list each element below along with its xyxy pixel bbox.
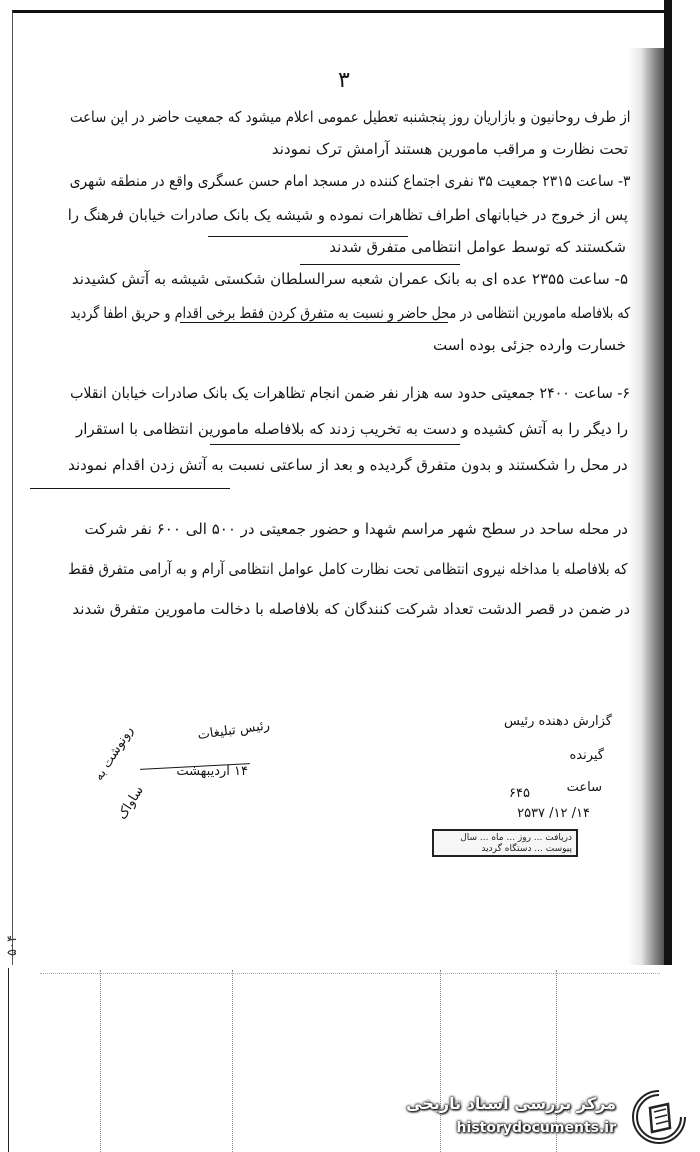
archive-emblem-icon [630, 1090, 688, 1144]
page-number: ۳ [338, 68, 350, 93]
report-number: ۶۴۵ [509, 786, 530, 801]
margin-number: ۵۰۴ [4, 935, 20, 956]
underline-mark [180, 322, 448, 323]
body-line-9: ۶- ساعت ۲۴۰۰ جمعیتی حدود سه هزار نفر ضمن انجام تظاهرات یک بانک صادرات خیابان انقلاب [70, 384, 630, 402]
underline-mark [210, 444, 460, 445]
dotted-guide [100, 970, 101, 1152]
body-line-12: در محله ساحد در سطح شهر مراسم شهدا و حضور جمعیتی در ۵۰۰ الی ۶۰۰ نفر شرکت [84, 520, 628, 538]
signature-center-sub: ۱۴ اردیبهشت [176, 764, 248, 779]
page-divider-line [8, 968, 9, 1152]
body-line-11: در محل را شکستند و بدون متفرق گردیده و بعد از ساعتی نسبت به آتش زدن اقدام نمودند [68, 456, 628, 474]
signature-left: رونوشت به [91, 723, 137, 784]
body-line-7: که بلافاصله مامورین انتظامی در محل حاضر و نسبت به متفرق کردن فقط برخی اقدام و حریق اطفا گردید [70, 304, 630, 322]
dotted-guide [40, 973, 660, 974]
scan-dark-border [664, 0, 672, 968]
watermark-url: historydocuments.ir [456, 1120, 616, 1136]
watermark-logo [406, 1088, 692, 1146]
signature-left-note: ساواک [114, 783, 147, 823]
dotted-guide [232, 970, 233, 1152]
body-line-4: پس از خروج در خیابانهای اطراف تظاهرات نموده و شیشه یک بانک صادرات خیابان فرهنگ را [67, 206, 628, 224]
body-line-10: را دیگر را به آتش کشیده و دست به تخریب زدند که بلافاصله مامورین انتظامی با استقرار [75, 420, 628, 438]
report-sub-a: گیرنده [569, 748, 604, 763]
underline-mark [208, 236, 408, 237]
body-line-14: در ضمن در قصر الدشت تعداد شرکت کنندگان که بلافاصله با دخالت مامورین متفرق شدند [72, 600, 630, 618]
body-line-1: از طرف روحانیون و بازاریان روز پنجشنبه تعطیل عمومی اعلام میشود که جمعیت حاضر در این ساعت [69, 108, 630, 126]
body-line-2: تحت نظارت و مراقب مامورین هستند آرامش ترک نمودند [271, 140, 628, 158]
report-date: ۱۴/ ۱۲/ ۲۵۳۷ [517, 806, 590, 821]
report-sub-b: ساعت [566, 780, 602, 795]
body-line-5: شکستند که توسط عوامل انتظامی متفرق شدند [329, 238, 626, 256]
watermark-title: مرکز بررسی اسناد تاریخی [406, 1094, 616, 1113]
receipt-stamp [432, 829, 578, 857]
body-line-3: ۳- ساعت ۲۳۱۵ جمعیت ۳۵ نفری اجتماع کننده در مسجد امام حسن عسگری واقع در منطقه شهری [69, 172, 630, 190]
underline-mark [30, 488, 230, 489]
stamp-line-2: پیوست ... دستگاه گردید [481, 844, 572, 854]
stamp-line-1: دریافت ... روز ... ماه ... سال [460, 833, 572, 843]
report-label: گزارش دهنده رئیس [504, 714, 612, 729]
underline-mark [300, 264, 460, 265]
body-line-8: خسارت وارده جزئی بوده است [432, 336, 626, 354]
body-line-6: ۵- ساعت ۲۳۵۵ عده ای به بانک عمران شعبه سرالسلطان شکستی شیشه به آتش کشیدند [71, 270, 628, 288]
signature-center: رئیس تبلیغات [196, 718, 272, 744]
body-line-13: که بلافاصله با مداخله نیروی انتظامی تحت نظارت کامل عوامل انتظامی آرام و به آرامی متفرق فقط [68, 560, 628, 578]
